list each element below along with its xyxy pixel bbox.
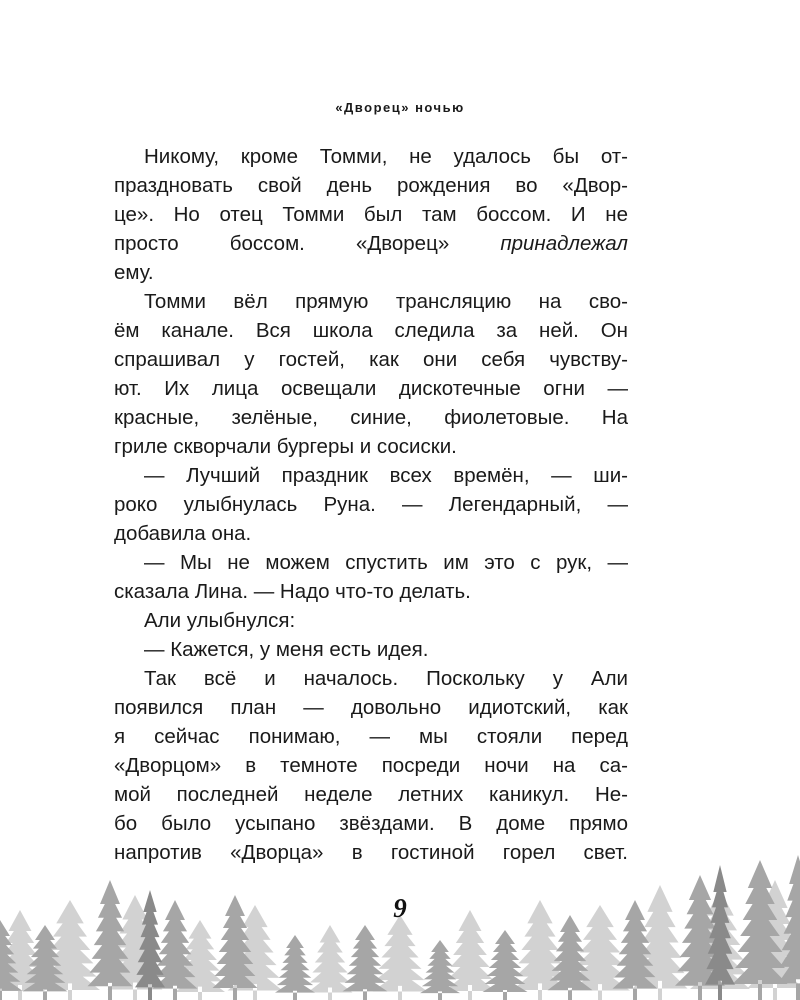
tree-shape — [483, 930, 528, 1000]
tree-shape — [275, 935, 315, 1000]
italic-emphasis: принадлежал — [500, 232, 628, 255]
text-line: ём канале. Вся школа следила за ней. Он — [114, 319, 628, 342]
text-line: «Дворцом» в темноте посреди ночи на са- — [114, 754, 628, 777]
text-line: появился план — довольно идиотский, как — [114, 696, 628, 719]
text-line: — Мы не можем спустить им это с рук, — — [144, 551, 628, 574]
text-fragment: просто боссом. «Дворец» — [114, 232, 450, 255]
text-line: спрашивал у гостей, как они себя чувству- — [114, 348, 628, 371]
text-line: роко улыбнулась Руна. — Легендарный, — — [114, 493, 628, 516]
text-line: мой последней неделе летних каникул. Не- — [114, 783, 628, 806]
text-line: Али улыбнулся: — [144, 609, 296, 632]
text-line: праздновать свой день рождения во «Двор- — [114, 174, 628, 197]
text-line: ему. — [114, 261, 154, 284]
text-line: я сейчас понимаю, — мы стояли перед — [114, 725, 628, 748]
tree-shape — [420, 940, 460, 1000]
text-line: красные, зелёные, синие, фиолетовые. На — [114, 406, 628, 429]
text-line: — Кажется, у меня есть идея. — [144, 638, 429, 661]
text-line: напротив «Дворца» в гостиной горел свет. — [114, 841, 628, 864]
text-line: це». Но отец Томми был там боссом. И не — [114, 203, 628, 226]
tree-shape — [308, 925, 353, 1000]
text-line: бо было усыпано звёздами. В доме прямо — [114, 812, 628, 835]
tree-shape — [343, 925, 388, 1000]
page-number: 9 — [393, 893, 407, 923]
text-line: — Лучший праздник всех времён, — ши- — [144, 464, 628, 487]
text-line: добавила она. — [114, 522, 252, 545]
text-line: Так всё и началось. Поскольку у Али — [144, 667, 628, 690]
text-line: ют. Их лица освещали дискотечные огни — — [114, 377, 628, 400]
text-line — [114, 230, 628, 258]
text-line: Томми вёл прямую трансляцию на сво- — [144, 290, 628, 313]
text-line: сказала Лина. — Надо что-то делать. — [114, 580, 471, 603]
text-line: Никому, кроме Томми, не удалось бы от- — [144, 145, 628, 168]
running-head: «Дворец» ночью — [335, 100, 465, 115]
text-line: гриле скворчали бургеры и сосиски. — [114, 435, 457, 458]
